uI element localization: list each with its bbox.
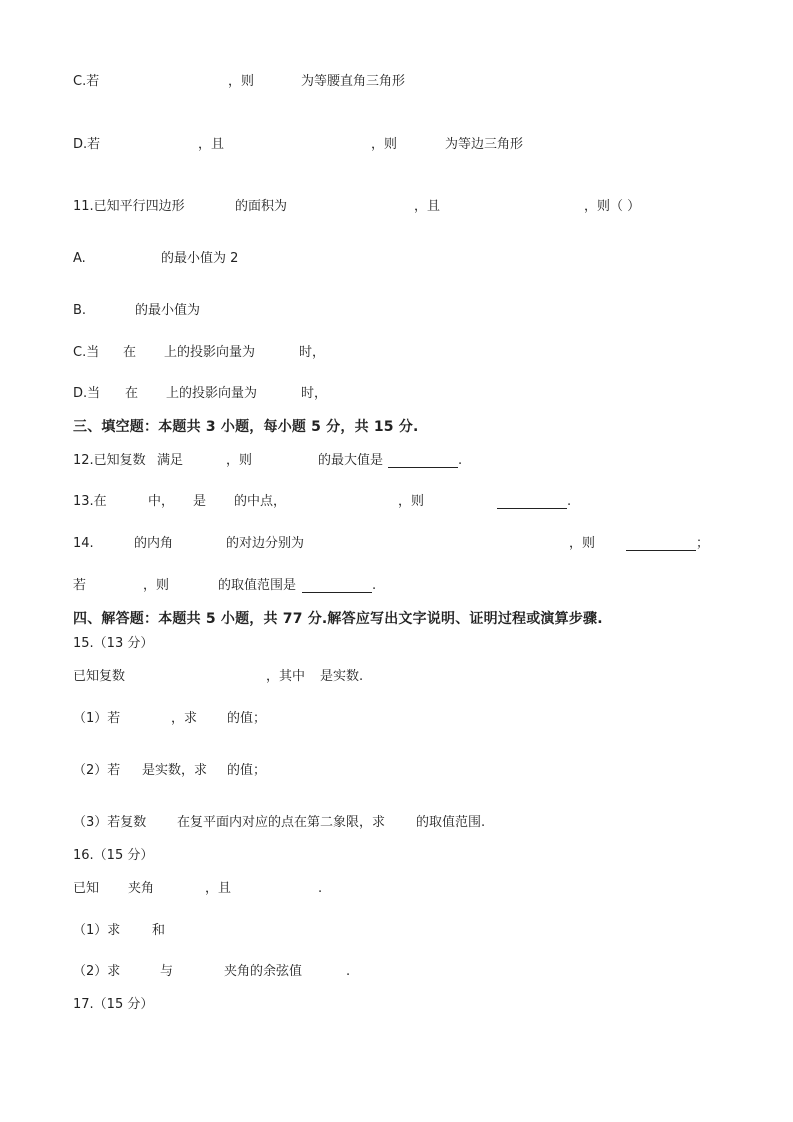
q15-part1: （1）若 — [73, 711, 121, 726]
q15-part2: 的值； — [227, 763, 267, 778]
q11-stem: 的面积为 — [235, 199, 288, 214]
q15-stem: ，其中 — [266, 669, 306, 684]
q10-option-c-text: 为等腰直角三角形 — [301, 74, 406, 89]
q16-part2: 与 — [160, 964, 174, 979]
q13-text: 13.在 — [73, 494, 107, 509]
q16-stem: 夹角 — [128, 881, 155, 896]
q15-part2: （2）若 — [73, 763, 121, 778]
q16-part2: （2）求 — [73, 964, 121, 979]
q13-text: . — [567, 494, 572, 509]
q14-text: 14. — [73, 536, 94, 551]
q11-option-a-text: 的最小值为 2 — [161, 251, 239, 266]
q12-answer-blank[interactable] — [388, 467, 458, 468]
q11-option-a-label: A. — [73, 251, 86, 266]
q15-part1: ，求 — [171, 711, 198, 726]
q14-text: 的对边分别为 — [226, 536, 305, 551]
q14-text: 的内角 — [134, 536, 174, 551]
q15-score: 15.（13 分） — [73, 636, 154, 651]
q16-stem: 已知 — [73, 881, 100, 896]
q15-part3: 在复平面内对应的点在第二象限，求 — [177, 815, 386, 830]
section-heading-fill-in: 三、填空题：本题共 3 小题，每小题 5 分，共 15 分. — [73, 419, 419, 435]
q11-stem: ，则（ ） — [584, 199, 641, 214]
q17-score: 17.（15 分） — [73, 997, 154, 1012]
q14-answer-blank-2[interactable] — [302, 592, 372, 593]
q14-text: ，则 — [143, 578, 170, 593]
q14-text: ，则 — [569, 536, 596, 551]
q13-text: ，则 — [398, 494, 425, 509]
q13-text: 中， — [148, 494, 175, 509]
q11-option-d-label: D.当 — [73, 386, 101, 401]
q14-answer-blank-1[interactable] — [626, 550, 696, 551]
q10-option-d-text: ，则 — [371, 137, 398, 152]
q16-part2: 夹角的余弦值 — [224, 964, 303, 979]
q10-option-c-label: C.若 — [73, 74, 100, 89]
q11-option-c-text: 在 — [123, 345, 137, 360]
q15-part2: 是实数，求 — [142, 763, 208, 778]
q11-option-b-label: B. — [73, 303, 87, 318]
q11-option-c-label: C.当 — [73, 345, 100, 360]
q14-text: 的取值范围是 — [218, 578, 297, 593]
q15-stem: 是实数. — [320, 669, 364, 684]
q11-option-d-text: 在 — [125, 386, 139, 401]
q10-option-d-label: D.若 — [73, 137, 101, 152]
q11-option-d-text: 时， — [301, 386, 328, 401]
q14-text: . — [372, 578, 377, 593]
q12-text: . — [458, 453, 463, 468]
q14-text: 若 — [73, 578, 87, 593]
q11-option-d-text: 上的投影向量为 — [166, 386, 258, 401]
q13-answer-blank[interactable] — [497, 508, 567, 509]
q16-score: 16.（15 分） — [73, 848, 154, 863]
q12-text: 满足 — [157, 453, 184, 468]
q10-option-c-text: ，则 — [228, 74, 255, 89]
q15-part3: （3）若复数 — [73, 815, 147, 830]
section-heading-solutions: 四、解答题：本题共 5 小题，共 77 分.解答应写出文字说明、证明过程或演算步骤. — [73, 611, 603, 627]
q16-part1: （1）求 — [73, 923, 121, 938]
q12-text: 12.已知复数 — [73, 453, 146, 468]
q16-part2: . — [346, 964, 351, 979]
q11-stem: ，且 — [414, 199, 441, 214]
q15-part3: 的取值范围. — [416, 815, 486, 830]
q15-part1: 的值； — [227, 711, 267, 726]
q12-text: 的最大值是 — [318, 453, 384, 468]
q12-text: ，则 — [226, 453, 253, 468]
q16-stem: . — [318, 881, 323, 896]
q10-option-d-text: ，且 — [198, 137, 225, 152]
q11-option-c-text: 上的投影向量为 — [164, 345, 256, 360]
q16-stem: ，且 — [205, 881, 232, 896]
q14-text: ； — [696, 536, 710, 551]
q16-part1: 和 — [152, 923, 166, 938]
q15-stem: 已知复数 — [73, 669, 126, 684]
q10-option-d-text: 为等边三角形 — [445, 137, 524, 152]
q11-stem: 11.已知平行四边形 — [73, 199, 185, 214]
q13-text: 是 — [193, 494, 207, 509]
q11-option-b-text: 的最小值为 — [135, 303, 201, 318]
q13-text: 的中点， — [234, 494, 287, 509]
q11-option-c-text: 时， — [299, 345, 326, 360]
